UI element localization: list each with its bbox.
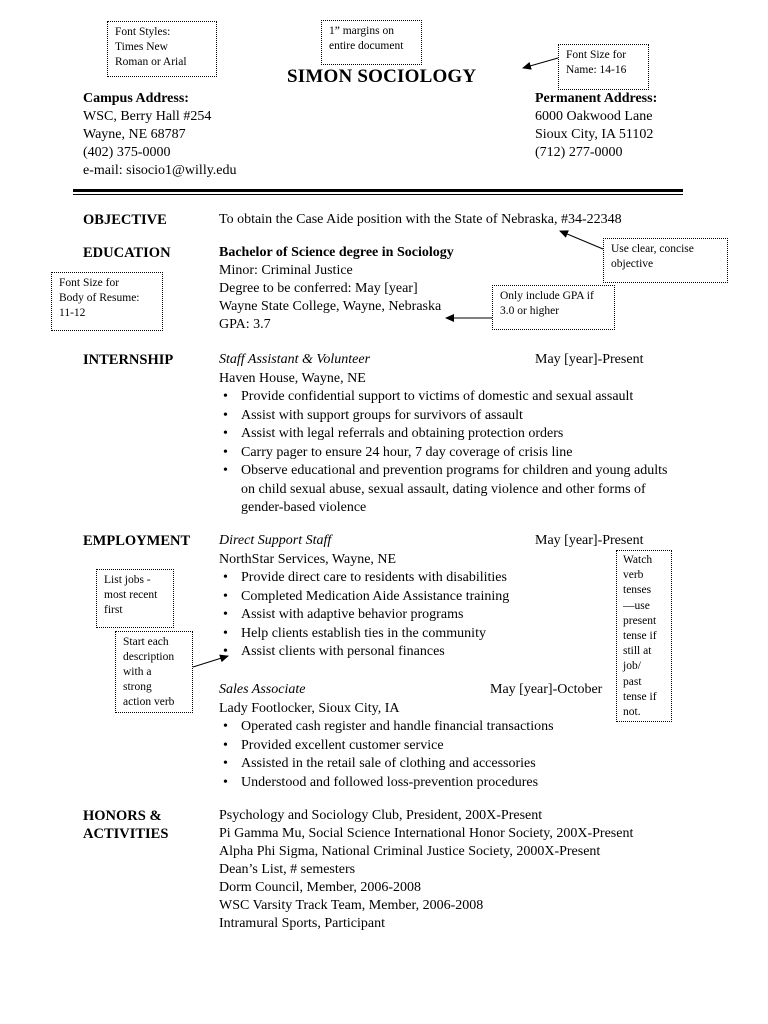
campus-email: e-mail: sisocio1@willy.edu <box>83 163 237 178</box>
job1-block <box>219 532 619 662</box>
arrow-objective <box>560 231 603 249</box>
internship-bullets <box>219 388 669 518</box>
permanent-line: (712) 277-0000 <box>535 145 623 160</box>
header-divider-thick <box>73 189 683 192</box>
permanent-address <box>535 90 657 162</box>
campus-address-label: Campus Address: <box>83 91 189 106</box>
list-item: • Observe educational and prevention programs for children and young adults on child sexual abuse, sexual assault, dating violence and other forms of gender-based violence <box>219 462 669 518</box>
list-item: • Understood and followed loss-prevention procedures <box>219 774 619 793</box>
internship-title: Staff Assistant & Volunteer <box>219 352 371 367</box>
callout-margins: 1” margins on entire document <box>321 20 422 65</box>
list-item: • Help clients establish ties in the community <box>219 625 619 644</box>
honor-line: Dean’s List, # semesters <box>219 862 356 877</box>
internship-date: May [year]-Present <box>535 352 644 367</box>
list-item: • Operated cash register and handle financial transactions <box>219 718 619 737</box>
degree-title: Bachelor of Science degree in Sociology <box>219 245 454 260</box>
list-item: • Assist with legal referrals and obtaining protection orders <box>219 425 669 444</box>
honor-line: Dorm Council, Member, 2006-2008 <box>219 880 422 895</box>
list-item: • Carry pager to ensure 24 hour, 7 day coverage of crisis line <box>219 444 669 463</box>
callout-body-size: Font Size for Body of Resume: 11-12 <box>51 272 163 331</box>
internship-org: Haven House, Wayne, NE <box>219 370 366 386</box>
callout-name-size: Font Size for Name: 14-16 <box>558 44 649 90</box>
internship-heading: INTERNSHIP <box>83 352 174 368</box>
job1-bullets <box>219 569 619 662</box>
permanent-address-label: Permanent Address: <box>535 91 658 106</box>
list-item: • Provide direct care to residents with disabilities <box>219 569 619 588</box>
job2-date: May [year]-October <box>490 682 603 697</box>
job2-block <box>219 681 619 792</box>
education-line: Wayne State College, Wayne, Nebraska <box>219 299 442 314</box>
education-line: Minor: Criminal Justice <box>219 263 353 278</box>
campus-line: (402) 375-0000 <box>83 145 171 160</box>
honors-block <box>219 807 633 933</box>
callout-start-verb: Start each description with a strong action verb <box>115 631 193 713</box>
list-item: • Assisted in the retail sale of clothing and accessories <box>219 755 619 774</box>
callout-verb-tenses: Watch verb tenses —use present tense if still at job/ past tense if not. <box>616 550 672 722</box>
callout-font-styles: Font Styles: Times New Roman or Arial <box>107 21 217 77</box>
campus-line: WSC, Berry Hall #254 <box>83 109 212 124</box>
resume-name: SIMON SOCIOLOGY <box>287 66 477 87</box>
job2-title: Sales Associate <box>219 682 306 697</box>
arrow-name-size <box>523 58 558 68</box>
list-item: • Assist with support groups for survivors of assault <box>219 407 669 426</box>
honor-line: Alpha Phi Sigma, National Criminal Justice Society, 2000X-Present <box>219 844 601 859</box>
job1-date: May [year]-Present <box>535 533 644 548</box>
education-line: Degree to be conferred: May [year] <box>219 281 418 296</box>
job2-org: Lady Footlocker, Sioux City, IA <box>219 700 400 716</box>
honor-line: WSC Varsity Track Team, Member, 2006-2008 <box>219 898 484 913</box>
job1-org: NorthStar Services, Wayne, NE <box>219 551 397 567</box>
list-item: • Assist with adaptive behavior programs <box>219 606 619 625</box>
honor-line: Pi Gamma Mu, Social Science International Honor Society, 200X-Present <box>219 826 634 841</box>
list-item: • Provided excellent customer service <box>219 737 619 756</box>
permanent-line: Sioux City, IA 51102 <box>535 127 654 142</box>
honors-heading-line1: HONORS & <box>83 808 162 824</box>
callout-list-jobs: List jobs - most recent first <box>96 569 174 628</box>
employment-heading: EMPLOYMENT <box>83 533 191 549</box>
list-item: • Provide confidential support to victims of domestic and sexual assault <box>219 388 669 407</box>
objective-text: To obtain the Case Aide position with the State of Nebraska, #34-22348 <box>219 212 622 227</box>
education-heading: EDUCATION <box>83 245 171 261</box>
permanent-line: 6000 Oakwood Lane <box>535 109 653 124</box>
internship-block <box>219 351 669 518</box>
campus-address <box>83 90 237 180</box>
honor-line: Psychology and Sociology Club, President, 200X-Present <box>219 808 543 823</box>
objective-heading: OBJECTIVE <box>83 212 167 228</box>
callout-gpa: Only include GPA if 3.0 or higher <box>492 285 615 330</box>
list-item: • Assist clients with personal finances <box>219 643 619 662</box>
honor-line: Intramural Sports, Participant <box>219 916 386 931</box>
campus-line: Wayne, NE 68787 <box>83 127 186 142</box>
gpa-line: GPA: 3.7 <box>219 317 271 332</box>
honors-heading-line2: ACTIVITIES <box>83 826 169 842</box>
education-block <box>219 244 454 334</box>
honors-heading <box>83 807 168 843</box>
callout-clear-objective: Use clear, concise objective <box>603 238 728 283</box>
job1-title: Direct Support Staff <box>219 533 332 548</box>
job2-bullets <box>219 718 619 792</box>
header-divider-thin <box>73 194 683 195</box>
list-item: • Completed Medication Aide Assistance training <box>219 588 619 607</box>
